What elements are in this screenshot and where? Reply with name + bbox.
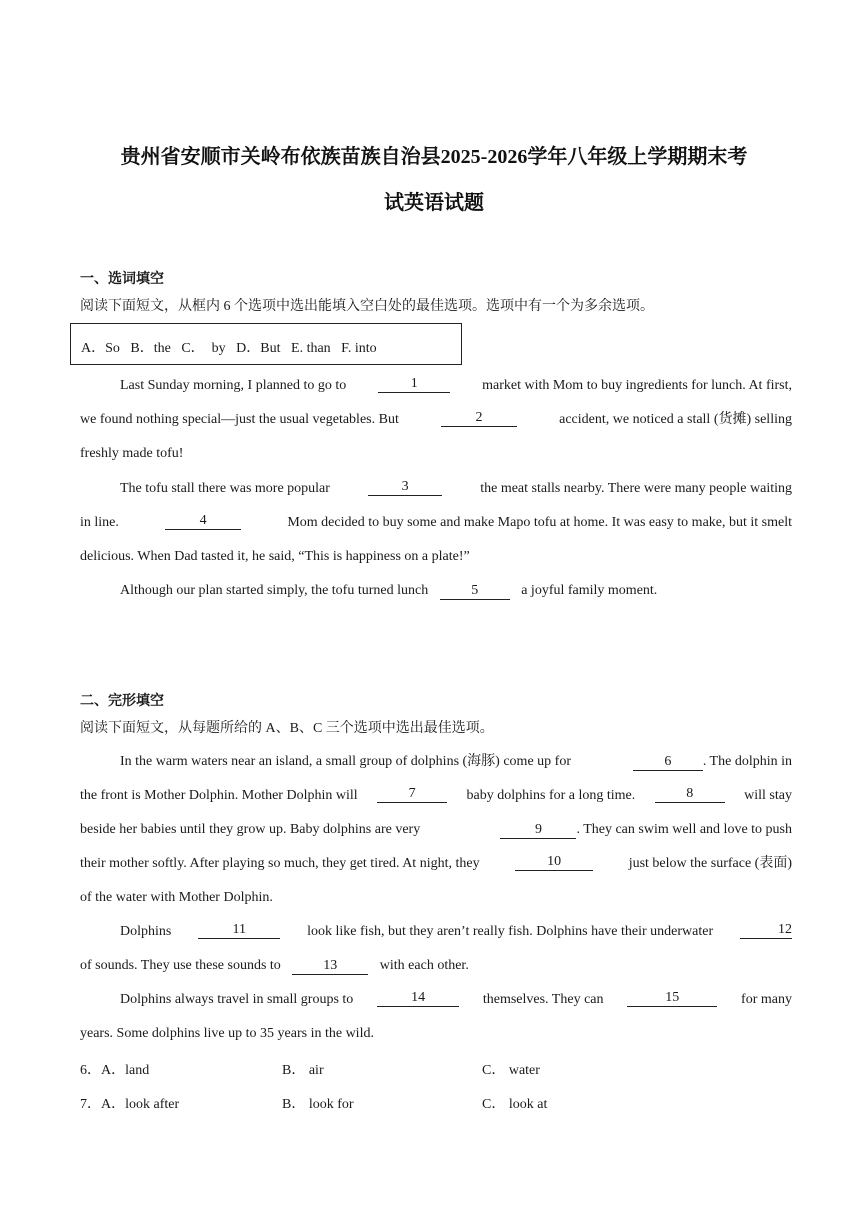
passage2-line	[120, 922, 792, 942]
blank-6[interactable]: 6	[633, 754, 703, 771]
text: Last Sunday morning, I planned to go to	[120, 378, 347, 393]
passage2-line	[120, 990, 792, 1010]
blank-12[interactable]: 12	[740, 922, 792, 939]
passage2-line	[80, 854, 792, 874]
passage2-line	[80, 820, 792, 840]
text: beside her babies until they grow up. Baby dolphins are very	[80, 822, 421, 837]
text: . They can swim well and love to push	[576, 822, 792, 837]
choice-6-a[interactable]: 6．A．land	[80, 1063, 150, 1078]
passage1-line: freshly made tofu!	[80, 446, 184, 461]
text: baby dolphins for a long time.	[466, 788, 636, 803]
blank-13[interactable]: 13	[292, 958, 368, 975]
text: Although our plan started simply, the tofu turned lunch	[120, 583, 429, 598]
text: with each other.	[379, 958, 469, 973]
passage1-line	[120, 581, 792, 601]
text: a joyful family moment.	[521, 583, 658, 598]
blank-4[interactable]: 4	[165, 513, 241, 530]
text: look like fish, but they aren’t really fish. Dolphins have their underwater	[307, 924, 714, 939]
section1-heading: 一、选词填空	[80, 272, 164, 287]
blank-15[interactable]: 15	[627, 990, 717, 1007]
passage2-line	[80, 956, 792, 976]
text: market with Mom to buy ingredients for lunch. At first,	[482, 378, 792, 393]
text: Dolphins always travel in small groups to	[120, 992, 354, 1007]
choice-row-6	[80, 1059, 792, 1079]
passage1-line	[120, 376, 792, 396]
passage2-line: years. Some dolphins live up to 35 years in the wild.	[80, 1026, 374, 1041]
text: the meat stalls nearby. There were many people waiting	[480, 481, 792, 496]
text: themselves. They can	[482, 992, 604, 1007]
text: we found nothing special—just the usual vegetables. But	[80, 412, 399, 427]
exam-title-line1: 贵州省安顺市关岭布依族苗族自治县2025-2026学年八年级上学期期末考	[120, 146, 748, 168]
word-options: A．So B．the C． by D．But E. than F. into	[81, 341, 377, 356]
text: Dolphins	[120, 924, 172, 939]
text: . The dolphin in	[702, 754, 792, 769]
passage2-line: of the water with Mother Dolphin.	[80, 890, 273, 905]
passage1-line: delicious. When Dad tasted it, he said, “This is happiness on a plate!”	[80, 549, 470, 564]
blank-5[interactable]: 5	[440, 583, 510, 600]
section2-instruction: 阅读下面短文，从每题所给的 A、B、C 三个选项中选出最佳选项。	[80, 721, 494, 736]
text: The tofu stall there was more popular	[120, 481, 330, 496]
choice-7-b[interactable]: B． look for	[282, 1097, 354, 1112]
choice-6-b[interactable]: B． air	[282, 1063, 324, 1078]
word-options-box	[70, 323, 462, 365]
passage2-line	[80, 786, 792, 806]
text: just below the surface (表面)	[628, 856, 792, 871]
blank-9[interactable]: 9	[500, 822, 576, 839]
passage2-line	[120, 752, 792, 772]
text: In the warm waters near an island, a small group of dolphins (海豚) come up for	[120, 754, 571, 769]
text: of sounds. They use these sounds to	[80, 958, 281, 973]
text: in line.	[80, 515, 119, 530]
choice-6-c[interactable]: C． water	[482, 1063, 540, 1078]
text: the front is Mother Dolphin. Mother Dolphin will	[80, 788, 358, 803]
choice-row-7	[80, 1093, 792, 1113]
blank-8[interactable]: 8	[655, 786, 725, 803]
choice-7-c[interactable]: C． look at	[482, 1097, 548, 1112]
choice-7-a[interactable]: 7．A．look after	[80, 1097, 180, 1112]
text: Mom decided to buy some and make Mapo tofu at home. It was easy to make, but it smelt	[287, 515, 792, 530]
blank-2[interactable]: 2	[441, 410, 517, 427]
blank-14[interactable]: 14	[377, 990, 459, 1007]
section1-instruction: 阅读下面短文，从框内 6 个选项中选出能填入空白处的最佳选项。选项中有一个为多余选项。	[80, 299, 654, 314]
passage1-line	[120, 479, 792, 499]
exam-title-line2: 试英语试题	[384, 192, 484, 214]
passage1-line	[80, 513, 792, 533]
blank-7[interactable]: 7	[377, 786, 447, 803]
blank-10[interactable]: 10	[515, 854, 593, 871]
section2-heading: 二、完形填空	[80, 694, 164, 709]
blank-1[interactable]: 1	[378, 376, 450, 393]
blank-3[interactable]: 3	[368, 479, 442, 496]
text: accident, we noticed a stall (货摊) selling	[559, 412, 792, 427]
passage1-line	[80, 410, 792, 430]
text: for many	[741, 992, 792, 1007]
text: will stay	[744, 788, 792, 803]
blank-11[interactable]: 11	[198, 922, 280, 939]
text: their mother softly. After playing so much, they get tired. At night, they	[80, 856, 480, 871]
